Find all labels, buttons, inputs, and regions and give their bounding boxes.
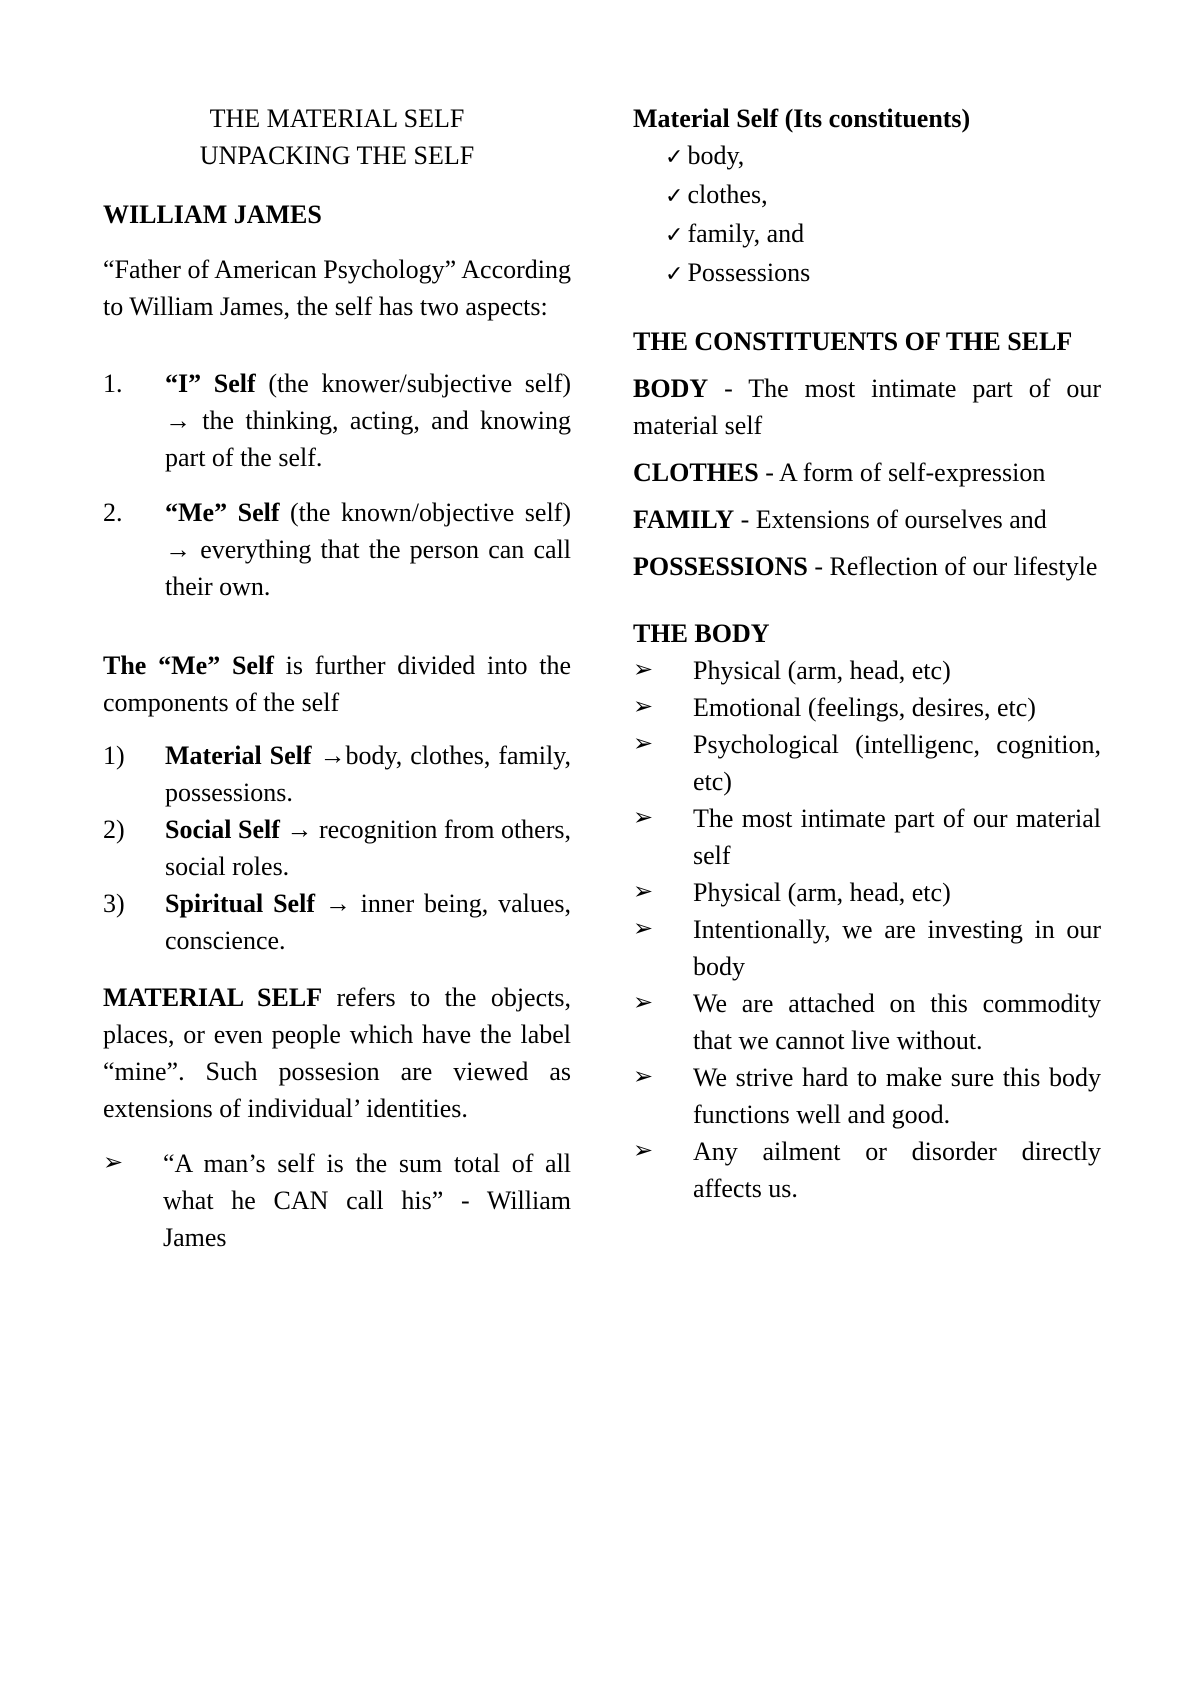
arrow-bullet-icon: ➢: [633, 1138, 654, 1164]
quote-item: [103, 1145, 571, 1256]
arrow-bullet-icon: ➢: [633, 1064, 654, 1090]
component-item-1: [103, 737, 571, 811]
me-self-text: is further divided into the components of the self: [103, 651, 571, 717]
aspect-text: (the known/objective self) → everything that the person can call their own.: [165, 498, 571, 601]
body-point-text: Psychological (intelligenc, cognition, etc): [693, 730, 1101, 796]
aspects-list: [103, 365, 571, 605]
component-item-2: [103, 811, 571, 885]
definition-body: [633, 370, 1101, 444]
body-heading: THE BODY: [633, 619, 770, 648]
arrow-bullet-icon: ➢: [633, 657, 654, 683]
arrow-bullet-icon: ➢: [633, 805, 654, 831]
right-column: [633, 100, 1101, 1207]
body-point: [633, 874, 1101, 911]
material-self-paragraph: [103, 979, 571, 1127]
intro-paragraph: “Father of American Psychology” According to William James, the self has two aspects:: [103, 255, 571, 321]
body-point-text: Physical (arm, head, etc): [693, 656, 951, 685]
definition-term: BODY: [633, 374, 709, 403]
title-line-2: UNPACKING THE SELF: [199, 141, 475, 170]
body-point: [633, 726, 1101, 800]
body-point: [633, 1059, 1101, 1133]
definition-text: - Reflection of our lifestyle: [807, 552, 1098, 581]
check-list: [633, 137, 1101, 293]
component-text: → recognition from others, social roles.: [165, 815, 571, 881]
component-term: Social Self: [165, 815, 280, 844]
component-term: Spiritual Self: [165, 889, 315, 918]
definition-term: POSSESSIONS: [633, 552, 808, 581]
check-text: clothes,: [687, 180, 768, 209]
definition-term: FAMILY: [633, 505, 735, 534]
me-self-term: The “Me” Self: [103, 651, 274, 680]
check-text: body,: [687, 141, 745, 170]
body-point-text: Physical (arm, head, etc): [693, 878, 951, 907]
aspect-number: 2.: [103, 498, 123, 527]
body-point: [633, 985, 1101, 1059]
checkmark-icon: ✓: [665, 145, 684, 170]
aspect-item-1: [103, 365, 571, 476]
material-self-text: refers to the objects, places, or even people which have the label “mine”. Such possesion are viewed as extensions of individual’ identities.: [103, 983, 571, 1123]
aspect-number: 1.: [103, 369, 123, 398]
body-point: [633, 652, 1101, 689]
aspect-text: (the knower/subjective self) → the thinking, acting, and knowing part of the self.: [165, 369, 572, 472]
check-item-2: [633, 176, 1101, 215]
definition-family: [633, 501, 1101, 538]
definition-possessions: [633, 548, 1101, 585]
arrow-bullet-icon: ➢: [633, 731, 654, 757]
component-text: → inner being, values, conscience.: [165, 889, 571, 955]
arrow-bullet-icon: ➢: [633, 990, 654, 1016]
component-item-3: [103, 885, 571, 959]
arrow-bullet-icon: ➢: [633, 879, 654, 905]
arrow-bullet-icon: ➢: [633, 916, 654, 942]
body-point: [633, 689, 1101, 726]
body-point-text: Intentionally, we are investing in our body: [693, 915, 1101, 981]
definition-clothes: [633, 454, 1101, 491]
body-points-list: [633, 652, 1101, 1207]
check-text: family, and: [687, 219, 805, 248]
checkmark-icon: ✓: [665, 184, 684, 209]
components-list: [103, 737, 571, 959]
aspect-item-2: [103, 494, 571, 605]
component-number: 3): [103, 889, 125, 918]
checkmark-icon: ✓: [665, 262, 684, 287]
arrow-bullet-icon: ➢: [103, 1150, 124, 1176]
component-number: 1): [103, 741, 125, 770]
body-point-text: Any ailment or disorder directly affects us.: [693, 1137, 1101, 1203]
body-point-text: The most intimate part of our material self: [693, 804, 1101, 870]
body-point: [633, 911, 1101, 985]
check-text: Possessions: [687, 258, 811, 287]
body-point-text: We strive hard to make sure this body functions well and good.: [693, 1063, 1101, 1129]
check-item-3: [633, 215, 1101, 254]
component-text: →body, clothes, family, possessions.: [165, 741, 571, 807]
definition-text: - The most intimate part of our material self: [633, 374, 1101, 440]
body-point-text: Emotional (feelings, desires, etc): [693, 693, 1036, 722]
aspect-term: “I” Self: [165, 369, 256, 398]
definition-text: - Extensions of ourselves and: [734, 505, 1047, 534]
definition-term: CLOTHES: [633, 458, 759, 487]
constituents-heading: Material Self (Its constituents): [633, 104, 971, 133]
body-point-text: We are attached on this commodity that we cannot live without.: [693, 989, 1101, 1055]
check-item-4: [633, 254, 1101, 293]
body-point: [633, 1133, 1101, 1207]
constituents-section-heading: THE CONSTITUENTS OF THE SELF: [633, 327, 1073, 356]
definition-text: - A form of self-expression: [758, 458, 1046, 487]
left-column: [103, 100, 571, 1256]
arrow-bullet-icon: ➢: [633, 694, 654, 720]
title-line-1: THE MATERIAL SELF: [209, 104, 465, 133]
me-self-paragraph: [103, 647, 571, 721]
author-heading: WILLIAM JAMES: [103, 200, 322, 229]
component-number: 2): [103, 815, 125, 844]
component-term: Material Self: [165, 741, 312, 770]
checkmark-icon: ✓: [665, 223, 684, 248]
body-point: [633, 800, 1101, 874]
quote-text: “A man’s self is the sum total of all what he CAN call his” - William James: [163, 1149, 571, 1252]
aspect-term: “Me” Self: [165, 498, 280, 527]
check-item-1: [633, 137, 1101, 176]
material-self-term: MATERIAL SELF: [103, 983, 323, 1012]
